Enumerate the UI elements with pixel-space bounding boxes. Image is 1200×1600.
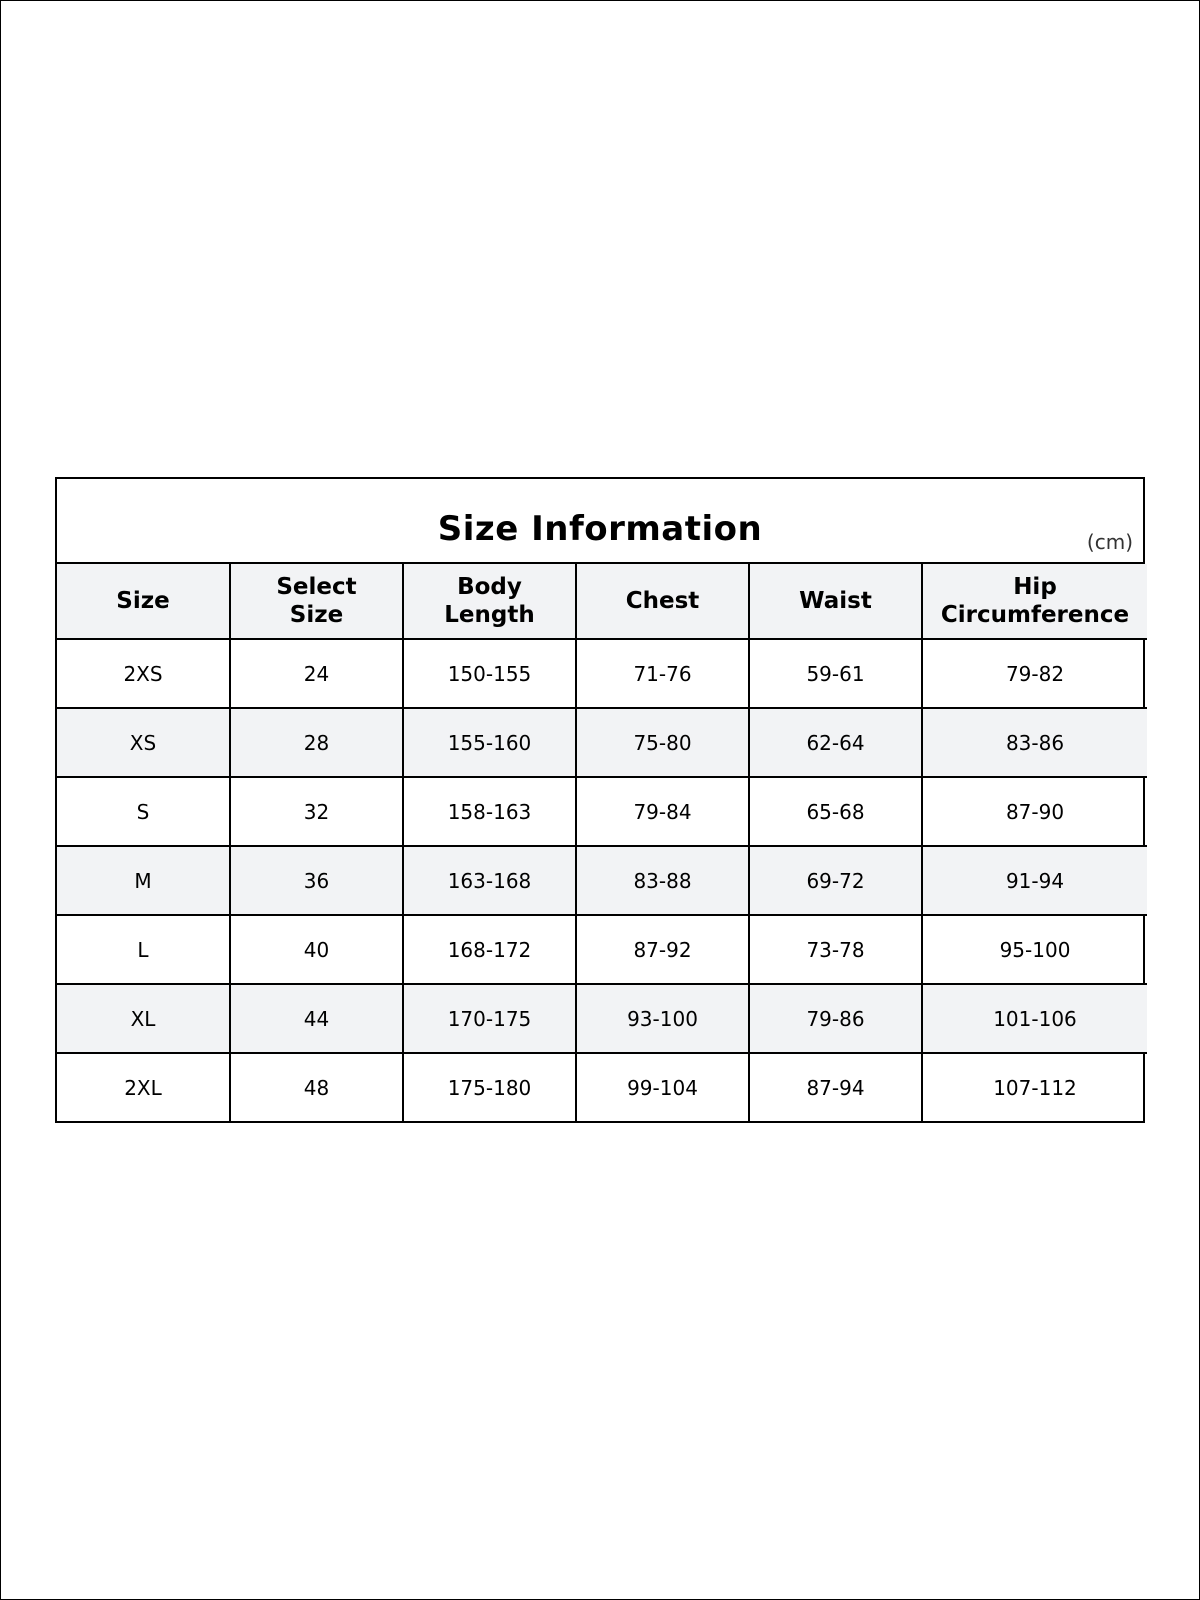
- cell-chest: 71-76: [576, 639, 749, 708]
- column-header-body-length-line: Length: [444, 602, 535, 628]
- cell-hip-circumference: 91-94: [922, 846, 1147, 915]
- cell-select-size: 28: [230, 708, 403, 777]
- cell-hip-circumference: 87-90: [922, 777, 1147, 846]
- cell-select-size: 24: [230, 639, 403, 708]
- cell-size: XL: [57, 984, 230, 1053]
- table-row: [57, 777, 1147, 846]
- cell-hip-circumference: 107-112: [922, 1053, 1147, 1121]
- column-header-hip-circumference-line: Circumference: [940, 602, 1130, 628]
- table-row: [57, 846, 1147, 915]
- size-chart: [55, 477, 1145, 1123]
- cell-body-length: 150-155: [403, 639, 576, 708]
- cell-chest: 99-104: [576, 1053, 749, 1121]
- cell-select-size: 32: [230, 777, 403, 846]
- cell-hip-circumference: 79-82: [922, 639, 1147, 708]
- cell-body-length: 168-172: [403, 915, 576, 984]
- column-header-waist-line: Waist: [799, 588, 872, 614]
- header-row: [57, 564, 1147, 639]
- column-header-select-size-line: Select: [276, 574, 357, 600]
- cell-select-size: 36: [230, 846, 403, 915]
- cell-chest: 75-80: [576, 708, 749, 777]
- table-header: [57, 564, 1147, 639]
- column-header-hip-circumference-line: Hip: [1013, 574, 1057, 600]
- cell-chest: 93-100: [576, 984, 749, 1053]
- cell-chest: 87-92: [576, 915, 749, 984]
- cell-hip-circumference: 101-106: [922, 984, 1147, 1053]
- cell-waist: 62-64: [749, 708, 922, 777]
- table-row: [57, 915, 1147, 984]
- table-row: [57, 1053, 1147, 1121]
- column-header-chest-line: Chest: [625, 588, 700, 614]
- cell-size: 2XS: [57, 639, 230, 708]
- column-header-select-size-line: Size: [289, 602, 344, 628]
- table-row: [57, 984, 1147, 1053]
- cell-chest: 79-84: [576, 777, 749, 846]
- cell-select-size: 48: [230, 1053, 403, 1121]
- cell-waist: 73-78: [749, 915, 922, 984]
- table-body: [57, 639, 1147, 1121]
- column-header-body-length-line: Body: [457, 574, 522, 600]
- column-header-body-length: [403, 564, 576, 639]
- column-header-hip-circumference: [922, 564, 1147, 639]
- cell-body-length: 158-163: [403, 777, 576, 846]
- cell-body-length: 170-175: [403, 984, 576, 1053]
- column-header-select-size: [230, 564, 403, 639]
- title-row: [57, 479, 1143, 564]
- cell-size: XS: [57, 708, 230, 777]
- cell-size: M: [57, 846, 230, 915]
- cell-waist: 69-72: [749, 846, 922, 915]
- cell-size: 2XL: [57, 1053, 230, 1121]
- cell-select-size: 44: [230, 984, 403, 1053]
- column-header-waist: [749, 564, 922, 639]
- column-header-size-line: Size: [116, 588, 170, 614]
- cell-waist: 87-94: [749, 1053, 922, 1121]
- cell-hip-circumference: 83-86: [922, 708, 1147, 777]
- cell-size: S: [57, 777, 230, 846]
- column-header-size: [57, 564, 230, 639]
- cell-waist: 59-61: [749, 639, 922, 708]
- table-row: [57, 708, 1147, 777]
- chart-title: Size Information: [437, 509, 763, 549]
- unit-label: (cm): [1086, 530, 1133, 554]
- cell-chest: 83-88: [576, 846, 749, 915]
- cell-select-size: 40: [230, 915, 403, 984]
- table-row: [57, 639, 1147, 708]
- cell-waist: 65-68: [749, 777, 922, 846]
- size-table: [57, 564, 1147, 1121]
- cell-body-length: 155-160: [403, 708, 576, 777]
- cell-size: L: [57, 915, 230, 984]
- column-header-chest: [576, 564, 749, 639]
- cell-waist: 79-86: [749, 984, 922, 1053]
- cell-body-length: 163-168: [403, 846, 576, 915]
- cell-body-length: 175-180: [403, 1053, 576, 1121]
- cell-hip-circumference: 95-100: [922, 915, 1147, 984]
